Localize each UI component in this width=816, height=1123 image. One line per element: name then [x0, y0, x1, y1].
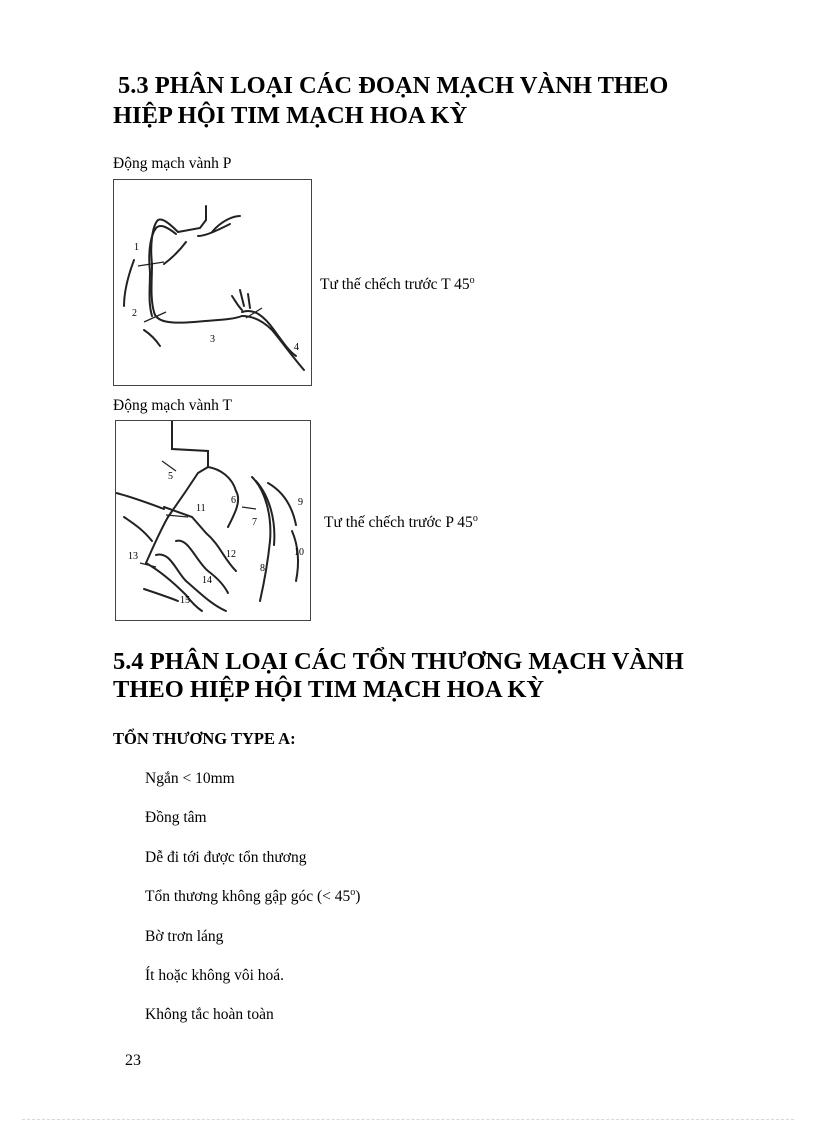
section-5-3-heading-line1: 5.3 PHÂN LOẠI CÁC ĐOẠN MẠCH VÀNH THEO	[118, 72, 669, 99]
list-item: Dễ đi tới được tổn thương	[145, 849, 307, 866]
degree-superscript: o	[350, 886, 356, 898]
list-item-text-tail: )	[355, 888, 361, 905]
section-5-3-heading-line2: HIỆP HỘI TIM MẠCH HOA KỲ	[113, 102, 468, 129]
rca-angiogram-drawing	[114, 180, 310, 384]
segment-label: 15	[180, 595, 190, 606]
segment-label: 5	[168, 471, 173, 482]
figure-rca-caption-text: Tư thế chếch trước T 45	[320, 276, 470, 293]
segment-label: 1	[134, 242, 139, 253]
segment-label: 7	[252, 517, 257, 528]
section-5-4-heading-line2: THEO HIỆP HỘI TIM MẠCH HOA KỲ	[113, 676, 545, 703]
figure-lca-caption	[324, 514, 478, 532]
segment-label: 8	[260, 563, 265, 574]
page-number: 23	[125, 1052, 141, 1069]
lca-angiogram-drawing	[116, 421, 309, 619]
degree-superscript: o	[472, 512, 478, 524]
segment-label: 10	[294, 547, 304, 558]
degree-superscript: o	[469, 274, 475, 286]
section-5-4-heading-line1: 5.4 PHÂN LOẠI CÁC TỔN THƯƠNG MẠCH VÀNH	[113, 648, 684, 675]
segment-label: 3	[210, 334, 215, 345]
list-item: Ngắn < 10mm	[145, 770, 235, 787]
segment-label: 12	[226, 549, 236, 560]
list-item: Bờ trơn láng	[145, 928, 224, 945]
figure-rca-caption	[320, 276, 475, 294]
segment-label: 4	[294, 342, 299, 353]
segment-label: 14	[202, 575, 212, 586]
segment-label: 11	[196, 503, 206, 514]
list-item: Không tắc hoàn toàn	[145, 1006, 274, 1023]
segment-label: 6	[231, 495, 236, 506]
segment-label: 9	[298, 497, 303, 508]
lesion-type-a-heading: TỔN THƯƠNG TYPE A:	[113, 729, 296, 748]
page-bottom-divider	[22, 1119, 794, 1120]
list-item-text: Tổn thương không gập góc (< 45	[145, 888, 351, 905]
figure-lca-caption-text: Tư thế chếch trước P 45	[324, 514, 473, 531]
segment-label: 13	[128, 551, 138, 562]
figure-rca-title: Động mạch vành P	[113, 155, 232, 172]
segment-label: 2	[132, 308, 137, 319]
list-item	[145, 888, 360, 906]
figure-lca-diagram	[115, 420, 311, 621]
figure-rca-diagram	[113, 179, 312, 386]
list-item: Ít hoặc không vôi hoá.	[145, 967, 285, 984]
figure-lca-title: Động mạch vành T	[113, 397, 232, 414]
list-item: Đồng tâm	[145, 809, 207, 826]
